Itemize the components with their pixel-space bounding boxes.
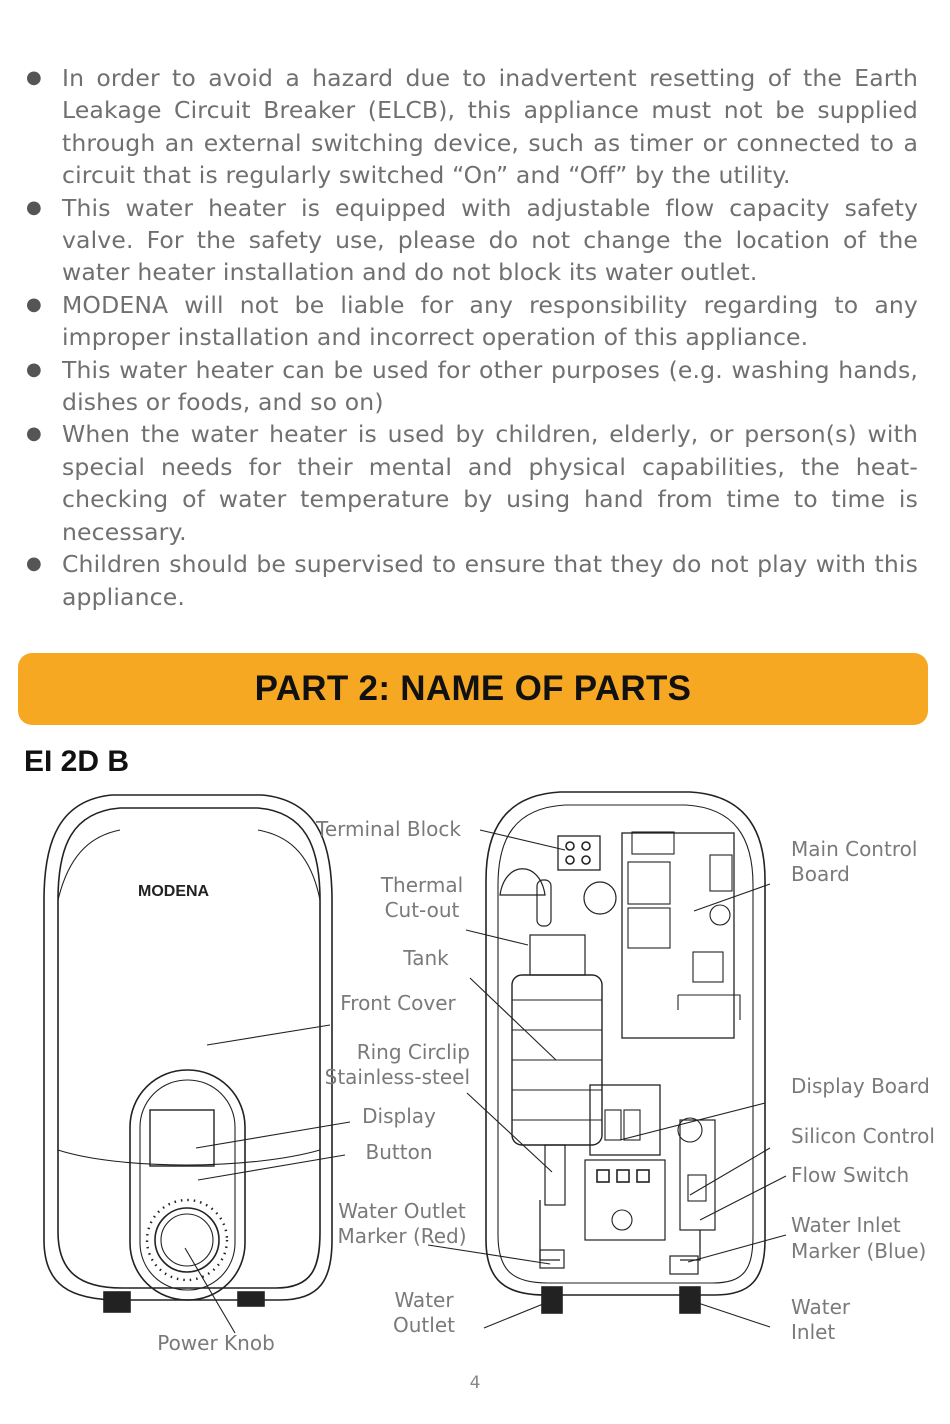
page-number: 4	[469, 1373, 481, 1393]
label-silicon-control: Silicon Control	[791, 1124, 935, 1148]
label-main-control-board-1: Main Control	[791, 837, 918, 861]
label-water-inlet-1: Water	[791, 1295, 851, 1319]
brand-logo: MODENA	[138, 883, 210, 900]
section-title: PART 2: NAME OF PARTS	[254, 669, 692, 708]
label-water-inlet-marker-1: Water Inlet	[791, 1213, 901, 1237]
bullet-dot-icon: ●	[26, 423, 42, 445]
label-front-cover: Front Cover	[340, 991, 456, 1015]
label-thermal-cutout-2: Cut-out	[384, 898, 460, 922]
bullet-dot-icon: ●	[26, 196, 42, 218]
label-power-knob: Power Knob	[157, 1331, 275, 1355]
bullet-dot-icon: ●	[26, 358, 42, 380]
label-ring-circlip-1: Ring Circlip	[356, 1040, 470, 1064]
label-main-control-board-2: Board	[791, 862, 850, 886]
bullet-item: ● MODENA will not be liable for any responsibility regarding to any improper installation and incorrect operation of this appliance.	[26, 290, 918, 352]
label-display-board: Display Board	[791, 1074, 930, 1098]
bullet-item: ● This water heater is equipped with adjustable flow capacity safety valve. For the safety use, please do not change the location of the water heater installation and do not block its water outlet.	[26, 193, 918, 287]
front-view-heater	[44, 795, 332, 1312]
label-ring-circlip-2: Stainless-steel	[324, 1065, 470, 1089]
bullet-item: ● Children should be supervised to ensure that they do not play with this appliance.	[26, 550, 918, 611]
bullet-item: ● When the water heater is used by children, elderly, or person(s) with special needs for their mental and physical capabilities, the heat-checking of water temperature by using hand from time to time is necessary.	[26, 420, 918, 546]
label-water-inlet-2: Inlet	[791, 1320, 836, 1344]
label-display: Display	[362, 1104, 436, 1128]
internal-view-heater	[486, 792, 765, 1313]
label-tank: Tank	[403, 946, 449, 970]
model-name: EI 2D B	[24, 745, 130, 778]
label-button: Button	[365, 1140, 433, 1164]
label-water-outlet-1: Water	[394, 1288, 454, 1312]
bullet-dot-icon: ●	[26, 67, 42, 88]
bullet-item: ● This water heater can be used for other purposes (e.g. washing hands, dishes or foods, and so on)	[26, 355, 918, 417]
label-water-outlet-marker-2: Marker (Red)	[337, 1224, 467, 1248]
bullet-dot-icon: ●	[26, 293, 42, 315]
bullet-dot-icon: ●	[26, 553, 42, 575]
label-water-outlet-2: Outlet	[393, 1313, 455, 1337]
bullet-item: ● In order to avoid a hazard due to inadvertent resetting of the Earth Leakage Circuit Breaker (ELCB), this appliance must not be supplied through an external switching device, such as timer or connected to a circuit that is regularly switched “On” and “Off” by the utility.	[26, 64, 918, 190]
label-flow-switch: Flow Switch	[791, 1163, 910, 1187]
label-thermal-cutout-1: Thermal	[380, 873, 464, 897]
label-water-outlet-marker-1: Water Outlet	[338, 1199, 466, 1223]
label-water-inlet-marker-2: Marker (Blue)	[791, 1239, 927, 1263]
label-terminal-block: Terminal Block	[316, 817, 461, 841]
